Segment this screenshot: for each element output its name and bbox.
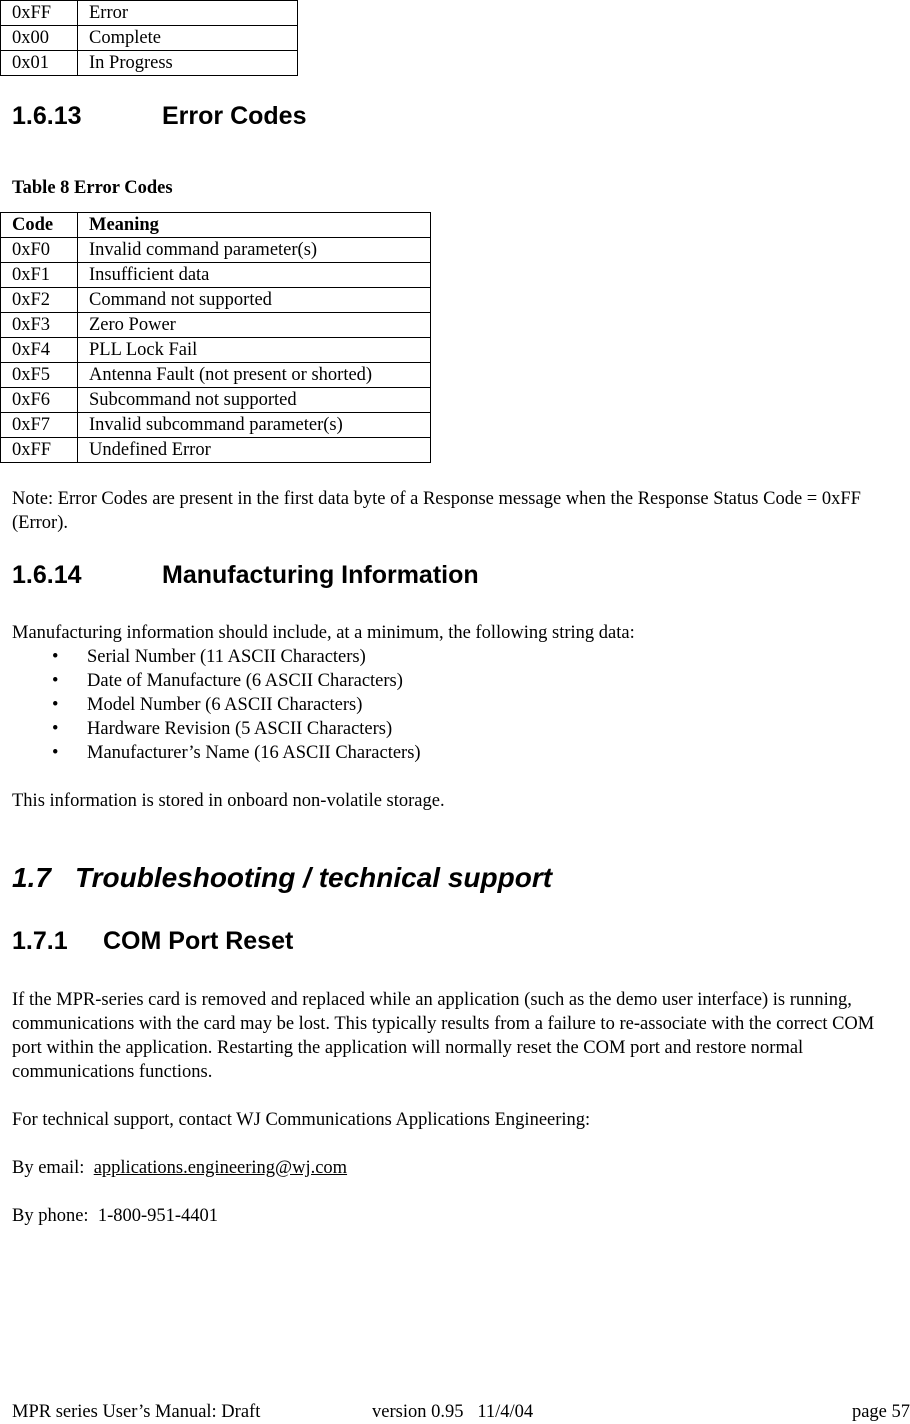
table-row: [1, 288, 431, 313]
code-cell: 0xF7: [1, 413, 78, 438]
table-row: [1, 263, 431, 288]
meaning-cell: Complete: [78, 26, 298, 51]
code-cell: 0xF2: [1, 288, 78, 313]
table-header-row: [1, 213, 431, 238]
email-link[interactable]: applications.engineering@wj.com: [93, 1158, 348, 1178]
section-number: 1.7: [12, 862, 51, 893]
section-title: Manufacturing Information: [162, 561, 479, 589]
error-codes-table: [0, 212, 431, 463]
table-row: [1, 338, 431, 363]
footer-version: version 0.95 11/4/04: [372, 1402, 534, 1422]
phone-label: By phone:: [12, 1206, 89, 1226]
support-paragraph: For technical support, contact WJ Communications Applications Engineering:: [12, 1110, 591, 1130]
com-port-paragraph: If the MPR-series card is removed and replaced while an application (such as the demo user interface) is running, communications with the card may be lost. This typically results from a failure to re-associate with the correct COM port within the application. Restarting the application will normally reset the COM port and restore normal communications functions.: [12, 990, 875, 1082]
code-cell: 0xF6: [1, 388, 78, 413]
footer-title: MPR series User’s Manual: Draft: [12, 1402, 261, 1422]
code-cell: 0xF5: [1, 363, 78, 388]
bullet-icon: •: [52, 671, 59, 691]
footer-page-number: page 57: [851, 1402, 910, 1422]
table-row: [1, 413, 431, 438]
table-caption: Table 8 Error Codes: [12, 178, 173, 198]
meaning-cell: Antenna Fault (not present or shorted): [78, 363, 431, 388]
manufacturing-outro: This information is stored in onboard non-volatile storage.: [12, 791, 445, 811]
section-title: COM Port Reset: [103, 927, 294, 955]
meaning-cell: Command not supported: [78, 288, 431, 313]
table-row: [1, 1, 298, 26]
code-cell: 0xF1: [1, 263, 78, 288]
section-number: 1.6.14: [12, 561, 82, 589]
code-cell: 0xFF: [1, 1, 78, 26]
column-header: Meaning: [78, 213, 431, 238]
table-row: [1, 313, 431, 338]
status-code-table: [0, 0, 298, 76]
meaning-cell: Zero Power: [78, 313, 431, 338]
bullet-icon: •: [52, 719, 59, 739]
table-row: [1, 26, 298, 51]
bullet-icon: •: [52, 695, 59, 715]
meaning-cell: Undefined Error: [78, 438, 431, 463]
section-title: Error Codes: [162, 102, 307, 130]
error-codes-note: Note: Error Codes are present in the first data byte of a Response message when the Response Status Code = 0xFF (Error).: [12, 489, 861, 533]
code-cell: 0xF3: [1, 313, 78, 338]
code-cell: 0xF0: [1, 238, 78, 263]
column-header: Code: [1, 213, 78, 238]
table-row: [1, 438, 431, 463]
code-cell: 0xFF: [1, 438, 78, 463]
code-cell: 0x00: [1, 26, 78, 51]
table-row: [1, 388, 431, 413]
code-cell: 0x01: [1, 51, 78, 76]
meaning-cell: Invalid command parameter(s): [78, 238, 431, 263]
meaning-cell: PLL Lock Fail: [78, 338, 431, 363]
meaning-cell: Error: [78, 1, 298, 26]
meaning-cell: Insufficient data: [78, 263, 431, 288]
email-label: By email:: [12, 1158, 85, 1178]
section-number: 1.7.1: [12, 927, 68, 955]
section-title: Troubleshooting / technical support: [75, 862, 553, 893]
section-number: 1.6.13: [12, 102, 82, 130]
table-row: [1, 238, 431, 263]
email-line: [12, 1156, 892, 1180]
meaning-cell: Invalid subcommand parameter(s): [78, 413, 431, 438]
manufacturing-intro: Manufacturing information should include, at a minimum, the following string data:: [12, 623, 635, 643]
meaning-cell: In Progress: [78, 51, 298, 76]
bullet-icon: •: [52, 743, 59, 763]
bullet-icon: •: [52, 647, 59, 667]
meaning-cell: Subcommand not supported: [78, 388, 431, 413]
code-cell: 0xF4: [1, 338, 78, 363]
table-row: [1, 51, 298, 76]
table-row: [1, 363, 431, 388]
phone-line: [12, 1204, 892, 1228]
phone-number: 1-800-951-4401: [97, 1206, 219, 1226]
